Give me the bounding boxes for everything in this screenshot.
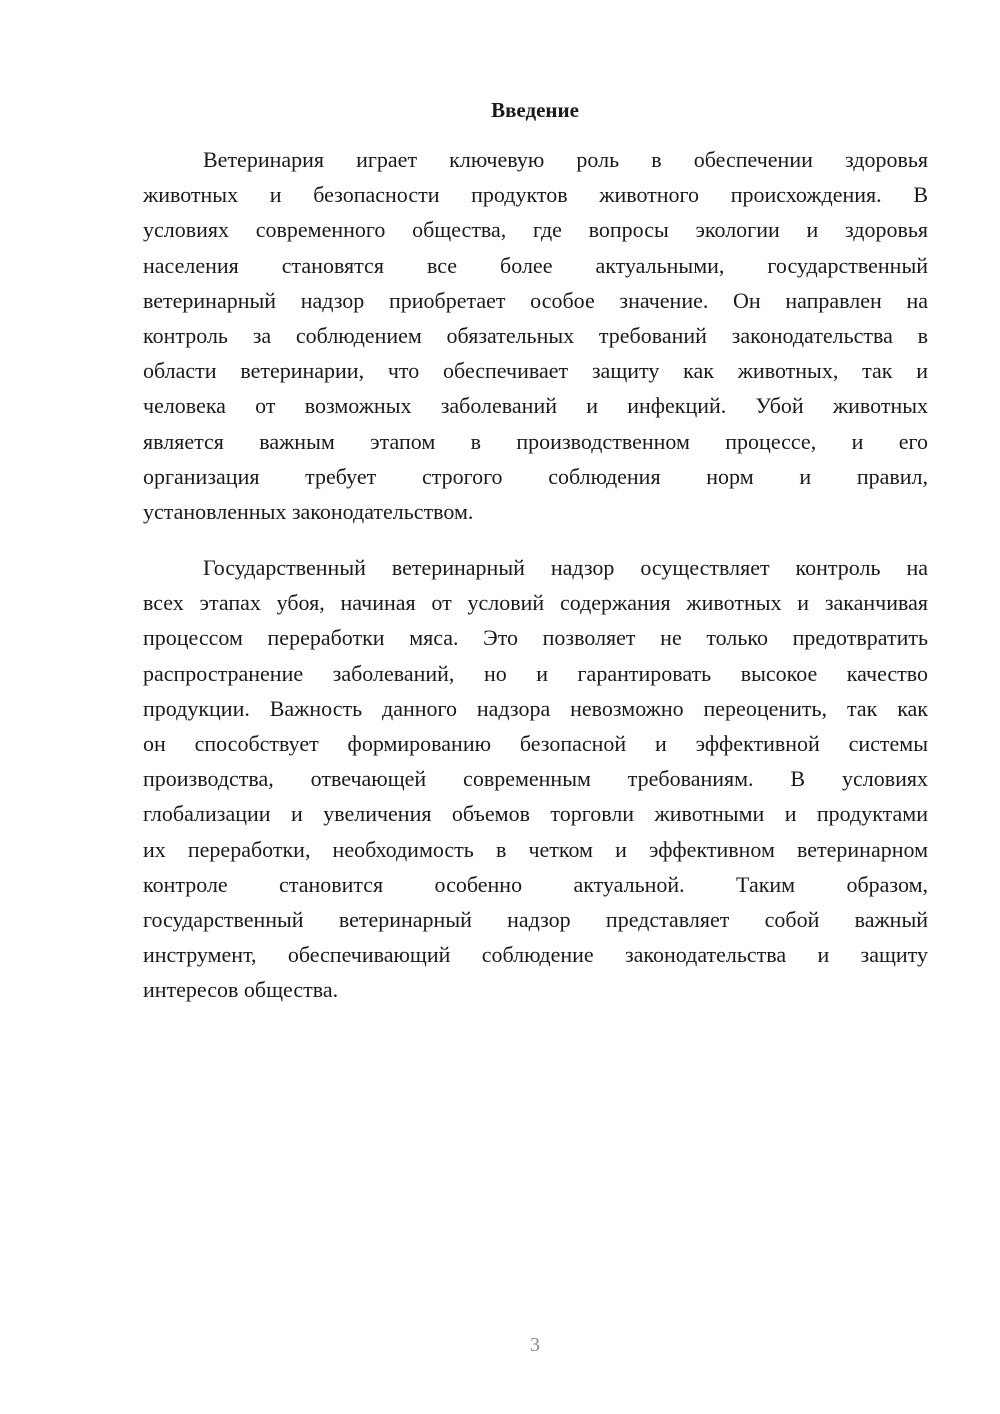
text-line: Государственный ветеринарный надзор осуществляет контроль на [203,555,928,580]
text-line: интересов общества. [143,977,339,1003]
paragraph-1 [143,142,928,529]
text-line: продукции. Важность данного надзора невозможно переоценить, так как [143,695,928,721]
text-line: инструмент, обеспечивающий соблюдение законодательства и защиту [143,942,928,968]
text-line: является важным этапом в производственном процессе, и его [143,428,928,454]
text-line: животных и безопасности продуктов животного происхождения. В [143,182,928,208]
text-line: государственный ветеринарный надзор представляет собой важный [143,906,928,932]
text-line: Ветеринария играет ключевую роль в обеспечении здоровья [203,147,928,172]
section-heading: Введение [491,98,579,122]
page-number: 3 [530,1334,540,1356]
text-line: всех этапах убоя, начиная от условий содержания животных и заканчивая [143,590,928,616]
paragraph-2 [143,550,928,1007]
text-line: установленных законодательством. [143,498,474,524]
text-line: контроле становится особенно актуальной. Таким образом, [143,871,928,897]
text-line: распространение заболеваний, но и гарантировать высокое качество [143,660,928,686]
text-line: человека от возможных заболеваний и инфекций. Убой животных [143,393,928,419]
text-line: ветеринарный надзор приобретает особое значение. Он направлен на [143,287,928,313]
text-line: он способствует формированию безопасной и эффективной системы [143,730,928,756]
text-line: процессом переработки мяса. Это позволяет не только предотвратить [143,625,928,651]
text-line: контроль за соблюдением обязательных требований законодательства в [143,322,928,348]
text-line: глобализации и увеличения объемов торговли животными и продуктами [143,801,928,827]
text-line: условиях современного общества, где вопросы экологии и здоровья [143,217,928,243]
text-line: организация требует строгого соблюдения норм и правил, [143,463,928,489]
text-line: области ветеринарии, что обеспечивает защиту как животных, так и [143,358,928,384]
text-line: населения становятся все более актуальными, государственный [143,252,928,278]
text-line: производства, отвечающей современным требованиям. В условиях [143,766,928,792]
text-line: их переработки, необходимость в четком и эффективном ветеринарном [143,836,928,862]
